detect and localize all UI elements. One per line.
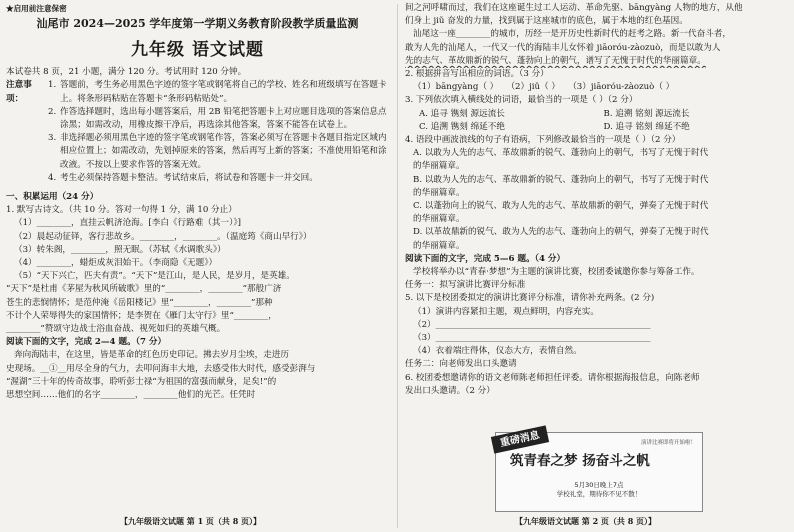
page-1-footer: 【九年级语文试题 第 1 页（共 8 页）】 [120,515,262,526]
confidential-mark: ★启用前注意保密 [6,4,67,13]
choice-c: C. 追溯 镌刻 绵延不绝 [419,121,505,132]
exam-title: 汕尾市 2024—2025 学年度第一学期义务教育阶段教学质量监测 [36,17,359,31]
question-2: 2. 根据拼音写出相应的词语。（3 分） [405,69,549,80]
passage-line: 史现场。__①__用尽全身的气力，去叩问海丰大地，去感受伟大时代，感受彭湃与 [6,363,316,374]
reading-2-heading: 阅读下面的文字，完成 5—6 题。（4 分） [405,253,566,264]
reading-heading: 阅读下面的文字，完成 2—4 题。（7 分） [6,337,167,348]
reading-2-intro: 学校将举办以“青春·梦想”为主题的演讲比赛，校团委诚邀你参与筹备工作。 [413,267,700,278]
choice-d: D. 追寻 铭刻 绵延不绝 [603,121,690,132]
question-6: 6. 校团委想邀请你的语文老师陈老师担任评委。请你根据海报信息，向陈老师 [405,372,700,383]
note-number: 2. [48,106,57,117]
q1-line: （2）晨起动征铎，客行悲故乡。________，________。（温庭筠《商山早行》） [14,231,312,242]
question-1: 1. 默写古诗文。（共 10 分。答对一句得 1 分，满 10 分止） [6,205,237,216]
task-2: 任务二：向老师发出口头邀请 [405,359,517,370]
poster-venue: 学校礼堂，期待你不见不散！ [556,490,642,498]
q5-answer-line[interactable]: （2）__________________________________________________ [413,319,651,330]
poster-note: 演讲比赛即将开始啦！ [640,440,696,446]
q4-choice-line: A. 以敢为人先的志气、革故鼎新的锐气、蓬勃向上的朝气，书写了无愧于时代 [413,148,709,159]
note-number: 3. [48,133,57,144]
note-text: 考生必须保持答题卡整洁。考试结束后，将试卷和答题卡一并交回。 [60,172,318,183]
q5-item: （1）演讲内容紧扣主题，观点鲜明，内容充实。 [413,306,599,317]
note-text: 作答选择题时，选出每小题答案后，用 2B 铅笔把答题卡上对应题目选项的答案信息点涂黑；如需改动，用橡皮擦干净后，再选涂其他答案，答案不能答在试卷上。 [60,106,387,131]
q1-line: “天下”是杜甫《茅屋为秋风所破歌》里的“________，________”那般广济 [6,284,282,295]
question-3: 3. 下列依次填入横线处的词语，最恰当的一项是（ ）（2 分） [405,95,638,106]
q1-line: （4）________，蜡炬成灰泪始干。（李商隐《无题》） [14,258,218,269]
q4-choice-line: 的华丽篇章。 [413,214,465,225]
q4-choice-line: D. 以革故鼎新的锐气、敢为人先的志气、蓬勃向上的朝气，弹奏了无愧于时代 [413,227,709,238]
q4-choice-line: 的华丽篇章。 [413,187,465,198]
event-poster [495,429,703,512]
notes-block [6,79,389,185]
passage-line: 敢为人先的汕尾人，一代又一代的海陆丰儿女怀着 jiāoróu-zàozuò，而是以敢为人 [405,42,721,53]
q1-line: 不计个人荣辱得失的家国情怀；是李贺在《雁门太守行》里“________， [6,310,277,321]
section-1-heading: 一、积累运用（24 分） [6,192,99,203]
page-2-footer: 【九年级语文试题 第 2 页（共 8 页）】 [515,515,657,526]
choice-b: B. 追溯 铭刻 源远流长 [603,108,690,119]
q1-line: ________”赞颂守边战士浴血奋战、视死如归的英雄气概。 [6,324,226,335]
q1-line: 苍生的悲悯情怀；是范仲淹《岳阳楼记》里“________，________”那种 [6,297,273,308]
q5-item: （4）衣着端庄得体，仪态大方，表情自然。 [413,346,582,357]
note-number: 4. [48,172,57,183]
q2-item: （1）bāngyàng（ ） [413,82,499,93]
q1-line: （3）转朱阁，________，照无眠。（苏轼《水调歌头》） [14,244,226,255]
subject-title: 九年级 语文试题 [131,40,264,61]
q1-line: （5）“天下兴亡，匹夫有责”。“天下”是江山，是人民，是岁月，是英雄。 [14,271,295,282]
q3-choices [405,108,788,134]
passage-line: 间之河呼啸而过，我们在这座诞生过工人运动、革命先驱、bāngyàng 人物的地方，从他 [405,3,743,13]
passage-line: 奔向海陆丰，在这里，皆是革命的红色历史印记。拂去岁月尘埃，走进历 [14,350,290,361]
q4-choice-line: B. 以敢为人先的志气、革故鼎新的锐气、蓬勃向上的朝气，书写了无愧于时代 [413,174,709,185]
note-text: 答题前，考生务必用黑色字迹的签字笔或钢笔将自己的学校、姓名和班级填写在答题卡上。将条形码粘贴在答题卡“条形码粘贴处”。 [60,80,387,104]
poster-date: 5月30日晚上7点 [574,481,624,489]
passage-line: 汕尾这一座________的城市，历经一是开历史性新时代的赶考之路。新一代奋斗者， [413,29,731,40]
passage-line: 思想空间……他们的名字________，________他们的光芒。任凭时 [6,390,256,401]
q4-choice-line: C. 以蓬勃向上的锐气、敢为人先的志气、革故鼎新的朝气，弹奏了无愧于时代 [413,201,709,212]
exam-intro: 本试卷共 8 页，21 小题，满分 120 分。考试用时 120 分钟。 [6,67,247,78]
poster-stamp: 重磅消息 [491,425,549,453]
page-2 [397,0,794,532]
notes-label: 注意事项： [6,80,32,104]
q5-answer-line[interactable]: （3）__________________________________________________ [413,333,651,344]
poster-headline: 筑青春之梦 扬奋斗之帆 [510,453,650,469]
q2-item: （3）jiāoróu-zàozuò（ ） [568,82,675,93]
passage-line: 们身上 jiǔ 奋发的力量，找到属于这座城市的底色，属于本地的红色基因。 [405,16,688,27]
question-6-cont: 发出口头邀请。（2 分） [405,385,495,396]
question-4: 4. 语段中画波浪线的句子有语病，下列修改最恰当的一项是（ ）（2 分） [405,135,681,146]
choice-a: A. 追寻 镌刻 源远流长 [419,108,505,119]
q2-items [405,81,788,94]
q1-line: （1）________，直挂云帆济沧海。[李白《行路难（其一）》] [14,218,242,229]
q4-choice-line: 的华丽篇章。 [413,240,465,251]
q4-choice-line: 的华丽篇章。 [413,161,465,172]
note-text: 非选择题必须用黑色字迹的签字笔或钢笔作答，答案必须写在答题卡各题目指定区域内相应位置上；如需改动，先划掉原来的答案，然后再写上新的答案；不准使用铅笔和涂改液。不按以上要求作答的答案无效。 [60,133,387,170]
q2-item: （2）jiǔ（ ） [506,82,560,93]
wavy-sentence: 先的志气、革故鼎新的锐气、蓬勃向上的朝气，谱写了无愧于时代的华丽篇章。 [405,55,706,66]
task-1: 任务一：拟写演讲比赛评分标准 [405,280,526,291]
note-number: 1. [48,80,57,91]
question-5: 5. 以下是校团委拟定的演讲比赛评分标准，请你补充两条。(2 分) [405,293,655,304]
passage-line: “渥湖”三十年的传奇故事，聆听彭士禄“为祖国的富强而献身，足矣!”的 [6,376,277,387]
